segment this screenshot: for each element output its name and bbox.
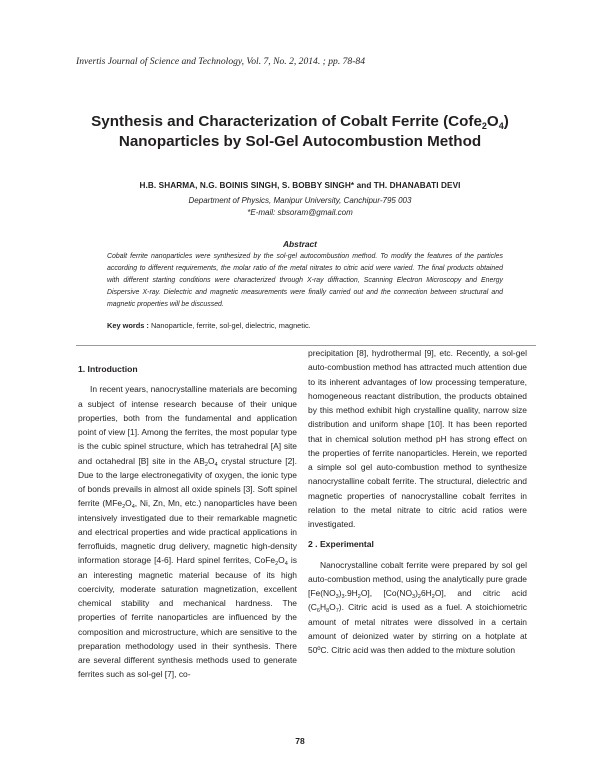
introduction-paragraph-continued: precipitation [8], hydrothermal [9], etc. Recently, a sol-gel auto-combustion method has attracted much attention due to its inherent advantages of low processing temperature, homogeneous reactant distribution, the products obtained by this method exhibit high crystalline quality, narrow size distribution and uniform shape [10]. It has been reported that in chemical solution method pH has strong effect on the properties of ferrite nanoparticles. Herein, we reported a simple sol gel auto-combustion method to synthesize nanocrystalline cobalt ferrite. The structural, dielectric and magnetic properties of nanocrystalline cobalt ferrites in relation to the metal nitrate to citric acid ratios were investigated. — [308, 348, 527, 529]
title-text: ) — [503, 113, 509, 130]
title-line1 — [91, 113, 509, 130]
title-subscript: 4 — [498, 121, 504, 131]
keywords-text: Nanoparticle, ferrite, sol-gel, dielectric, magnetic. — [150, 321, 311, 330]
author-list: H.B. SHARMA, N.G. BOINIS SINGH, S. BOBBY SINGH* and TH. DHANABATI DEVI — [139, 181, 461, 190]
left-column — [78, 362, 297, 682]
affiliation — [60, 195, 540, 218]
department: Department of Physics, Manipur University, Canchipur-795 003 — [188, 196, 412, 205]
experimental-paragraph: Nanocrystalline cobalt ferrite were prepared by sol gel auto-combustion method, using the analytically pure grade $[Fe(NO_3)_3.9H_2O]$, $[Co(NO_3)_26H_2O]$, and citric acid $(C_6H_8O_7)$. Citric acid is used as a fuel. A stoichiometric amount of metal nitrates were dissolved in a certain amount of deionized water by stirring on a hotplate at 50ºC. Citric acid was then added to the mixture solution — [308, 559, 527, 655]
right-column — [308, 346, 527, 657]
keywords — [107, 321, 311, 330]
abstract-text: Cobalt ferrite nanoparticles were synthesized by the sol-gel autocombustion method. To modify the features of the particles according to different requirements, the molar ratio of the metal nitrates to citric acid were varied. The final products obtained with different starting conditions were characterized through X-ray diffraction, Scanning Electron Microscopy and Energy Dispersive X-ray. Dielectric and magnetic measurements were finally carried out and the connection between structural and magnetic properties will be discussed. — [107, 253, 503, 308]
article-title — [50, 112, 550, 152]
title-text: Synthesis and Characterization of Cobalt Ferrite (Cofe — [91, 113, 482, 130]
email: *E-mail: sbsoram@gmail.com — [247, 207, 353, 217]
section-heading-introduction: 1. Introduction — [78, 364, 138, 374]
title-text: O — [486, 113, 499, 130]
keywords-label: Key words : — [107, 321, 149, 330]
section-heading-experimental: 2 . Experimental — [308, 539, 374, 550]
journal-citation: Invertis Journal of Science and Technology, Vol. 7, No. 2, 2014. ; pp. 78-84 — [76, 56, 366, 67]
abstract-heading: Abstract — [283, 239, 317, 249]
introduction-paragraph: In recent years, nanocrystalline materials are becoming a subject of intense research because of their unique properties, both from the fundamental and application point of view [1]. Among the ferrites, the most popular type is the cubic spinel structure, which has tetrahedral [A] site and octahedral [B] site in the $AB_2O_4$ crystal structure [2]. Due to the large electronegativity of oxygen, the ionic type of bonds prevails in almost all oxide spinels [3]. Soft spinel ferrite ($MFe_2O_4$, Ni, Zn, Mn, etc.) nanoparticles have been intensively investigated due to their remarkable magnetic and electrical properties and wide practical applications in ferrofluids, magnetic drug delivery, magnetic high-density information storage [4-6]. Hard spinel ferrites, $CoFe_2O_4$ is an interesting magnetic material because of its high coercivity, moderate saturation magnetization, excellent chemical stability and mechanical hardness. The properties of ferrite nanoparticles are influenced by the composition and microstructure, which are sensitive to the preparation methodology used in their synthesis. There are several different synthesis methods used to generate ferrites such as sol-gel [7], co- — [78, 384, 297, 680]
page-number: 78 — [295, 736, 305, 746]
title-line2: Nanoparticles by Sol-Gel Autocombustion Method — [118, 133, 482, 150]
title-subscript: 2 — [481, 121, 487, 131]
